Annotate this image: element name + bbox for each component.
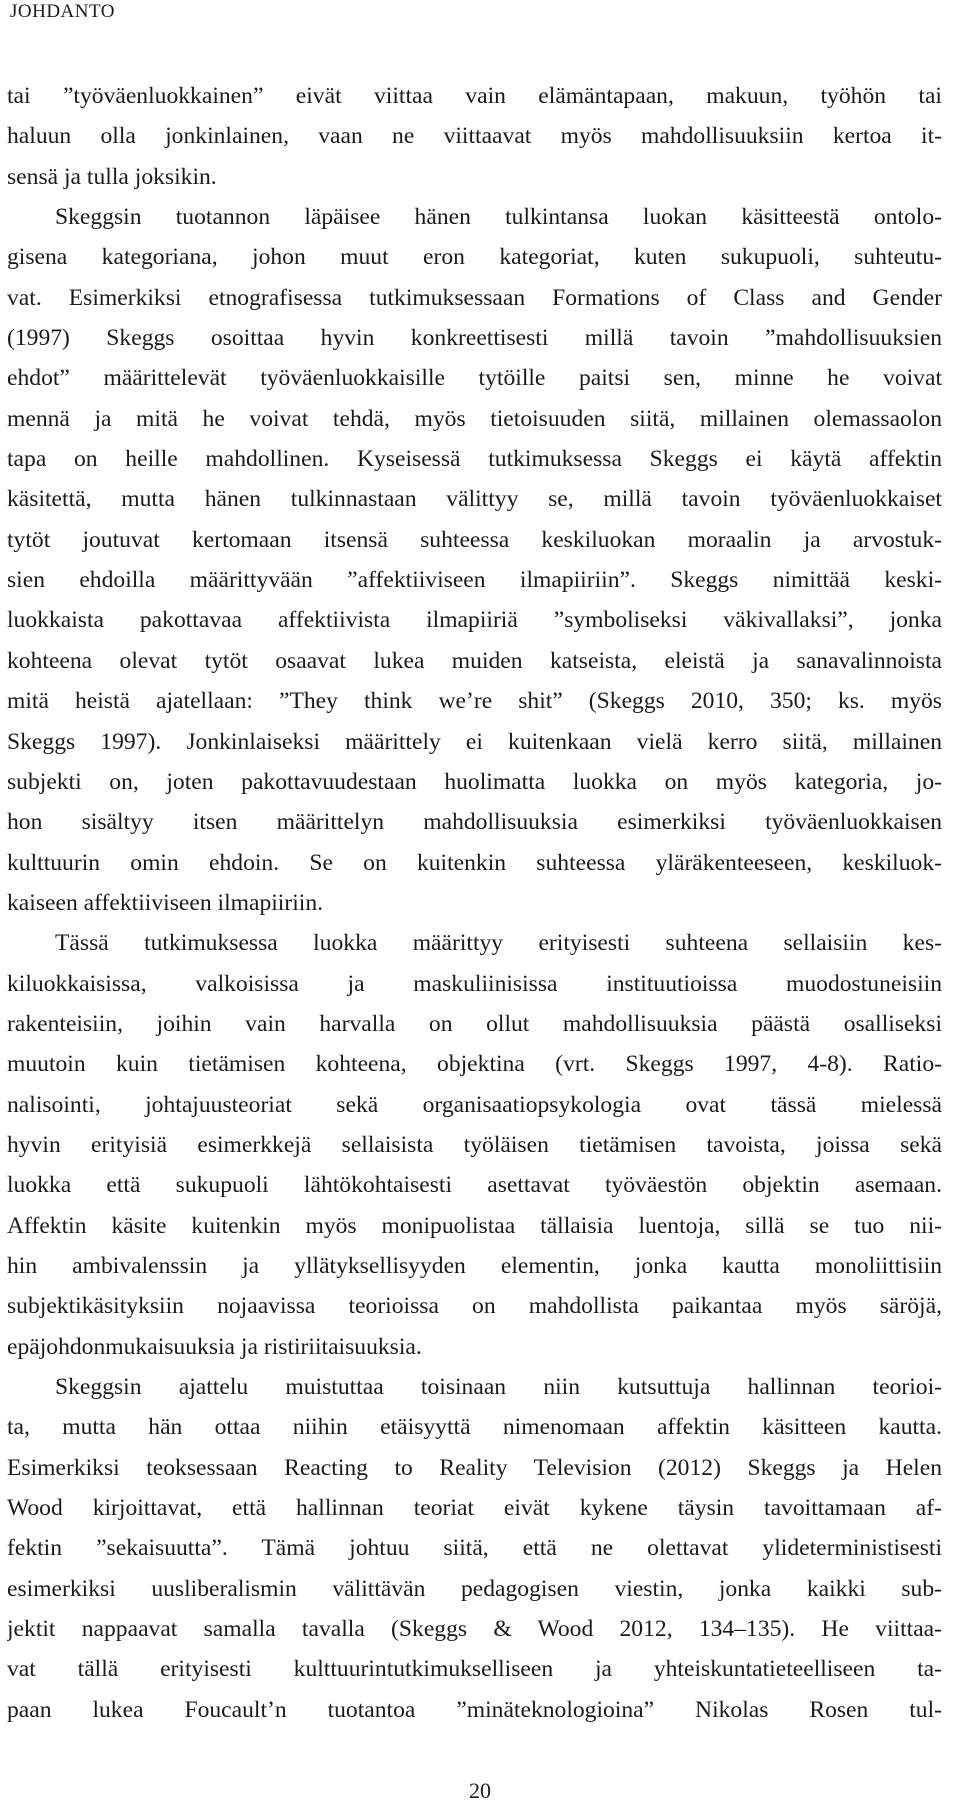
text-line: mennä ja mitä he voivat tehdä, myös tietoisuuden siitä, millainen olemassaolon <box>7 405 942 432</box>
text-line: esimerkiksi uusliberalismin välittävän pedagogisen viestin, jonka kaikki sub- <box>7 1575 942 1602</box>
text-line: sien ehdoilla määrittyvään ”affektiiviseen ilmapiiriin”. Skeggs nimittää keski- <box>7 567 942 594</box>
text-line: hin ambivalenssin ja yllätyksellisyyden elementin, jonka kautta monoliittisiin <box>7 1252 942 1279</box>
text-line: Wood kirjoittavat, että hallinnan teoriat eivät kykene täysin tavoittamaan af- <box>7 1495 942 1522</box>
text-line: haluun olla jonkinlainen, vaan ne viittaavat myös mahdollisuuksiin kertoa it- <box>7 123 942 150</box>
text-line: epäjohdonmukaisuuksia ja ristiriitaisuuksia. <box>7 1333 422 1360</box>
text-line: subjekti on, joten pakottavuudestaan huolimatta luokka on myös kategoria, jo- <box>7 768 942 795</box>
text-line: Skeggsin tuotannon läpäisee hänen tulkintansa luokan käsitteestä ontolo- <box>55 204 942 231</box>
text-line: luokkaista pakottavaa affektiivista ilmapiiriä ”symboliseksi väkivallaksi”, jonka <box>7 607 942 634</box>
text-line: tai ”työväenluokkainen” eivät viittaa vain elämäntapaan, makuun, työhön tai <box>7 83 942 109</box>
text-line: subjektikäsityksiin nojaavissa teorioissa on mahdollista paikantaa myös säröjä, <box>7 1293 942 1320</box>
text-line: Tässä tutkimuksessa luokka määrittyy erityisesti suhteena sellaisiin kes- <box>55 930 942 957</box>
text-line: kaiseen affektiiviseen ilmapiiriin. <box>7 889 324 916</box>
text-line: vat. Esimerkiksi etnografisessa tutkimuksessaan Formations of Class and Gender <box>7 284 942 311</box>
text-line: mitä heistä ajatellaan: ”They think we’re shit” (Skeggs 2010, 350; ks. myös <box>7 688 942 715</box>
text-line: jektit nappaavat samalla tavalla (Skeggs & Wood 2012, 134–135). He viittaa- <box>7 1616 942 1643</box>
text-line: Esimerkiksi teoksessaan Reacting to Reality Television (2012) Skeggs ja Helen <box>7 1454 942 1481</box>
text-line: ta, mutta hän ottaa niihin etäisyyttä nimenomaan affektin käsitteen kautta. <box>7 1414 942 1441</box>
text-line: rakenteisiin, joihin vain harvalla on ollut mahdollisuuksia päästä osalliseksi <box>7 1010 942 1037</box>
text-line: sensä ja tulla joksikin. <box>7 163 217 190</box>
text-line: hon sisältyy itsen määrittelyn mahdollisuuksia esimerkiksi työväenluokkaisen <box>7 809 942 836</box>
text-line: ehdot” määrittelevät työväenluokkaisille tytöille paitsi sen, minne he voivat <box>7 365 942 392</box>
text-line: Affektin käsite kuitenkin myös monipuolistaa tällaisia luentoja, sillä se tuo nii- <box>7 1212 942 1239</box>
text-line: gisena kategoriana, johon muut eron kategoriat, kuten sukupuoli, suhteutu- <box>7 244 942 271</box>
text-line: paan lukea Foucault’n tuotantoa ”minäteknologioina” Nikolas Rosen tul- <box>7 1696 942 1723</box>
text-line: kiluokkaisissa, valkoisissa ja maskuliinisissa instituutioissa muodostuneisiin <box>7 970 942 997</box>
text-line: hyvin erityisiä esimerkkejä sellaisista työläisen tietämisen tavoista, joissa sekä <box>7 1131 942 1158</box>
text-line: kohteena olevat tytöt osaavat lukea muiden katseista, eleistä ja sanavalinnoista <box>7 647 942 674</box>
text-line: fektin ”sekaisuutta”. Tämä johtuu siitä, että ne olettavat ylideterministisesti <box>7 1535 942 1562</box>
text-line: tytöt joutuvat kertomaan itsensä suhteessa keskiluokan moraalin ja arvostuk- <box>7 526 942 553</box>
text-line: käsitettä, mutta hänen tulkinnastaan välittyy se, millä tavoin työväenluokkaiset <box>7 486 942 513</box>
text-line: nalisointi, johtajuusteoriat sekä organisaatiopsykologia ovat tässä mielessä <box>7 1091 942 1118</box>
running-head: JOHDANTO <box>10 1 115 22</box>
text-line: tapa on heille mahdollinen. Kyseisessä tutkimuksessa Skeggs ei käytä affektin <box>7 446 942 473</box>
text-line: Skeggs 1997). Jonkinlaiseksi määrittely ei kuitenkaan vielä kerro siitä, millainen <box>7 728 942 755</box>
text-line: vat tällä erityisesti kulttuurintutkimukselliseen ja yhteiskuntatieteelliseen ta- <box>7 1656 942 1683</box>
text-line: kulttuurin omin ehdoin. Se on kuitenkin suhteessa yläräkenteeseen, keskiluok- <box>7 849 942 876</box>
text-line: (1997) Skeggs osoittaa hyvin konkreettisesti millä tavoin ”mahdollisuuksien <box>7 325 942 352</box>
body-text <box>7 76 942 1730</box>
text-line: Skeggsin ajattelu muistuttaa toisinaan niin kutsuttuja hallinnan teorioi- <box>55 1374 942 1400</box>
text-line: muutoin kuin tietämisen kohteena, objektina (vrt. Skeggs 1997, 4-8). Ratio- <box>7 1051 942 1078</box>
text-line: luokka että sukupuoli lähtökohtaisesti asettavat työväestön objektin asemaan. <box>7 1172 942 1199</box>
page-number: 20 <box>469 1778 491 1803</box>
